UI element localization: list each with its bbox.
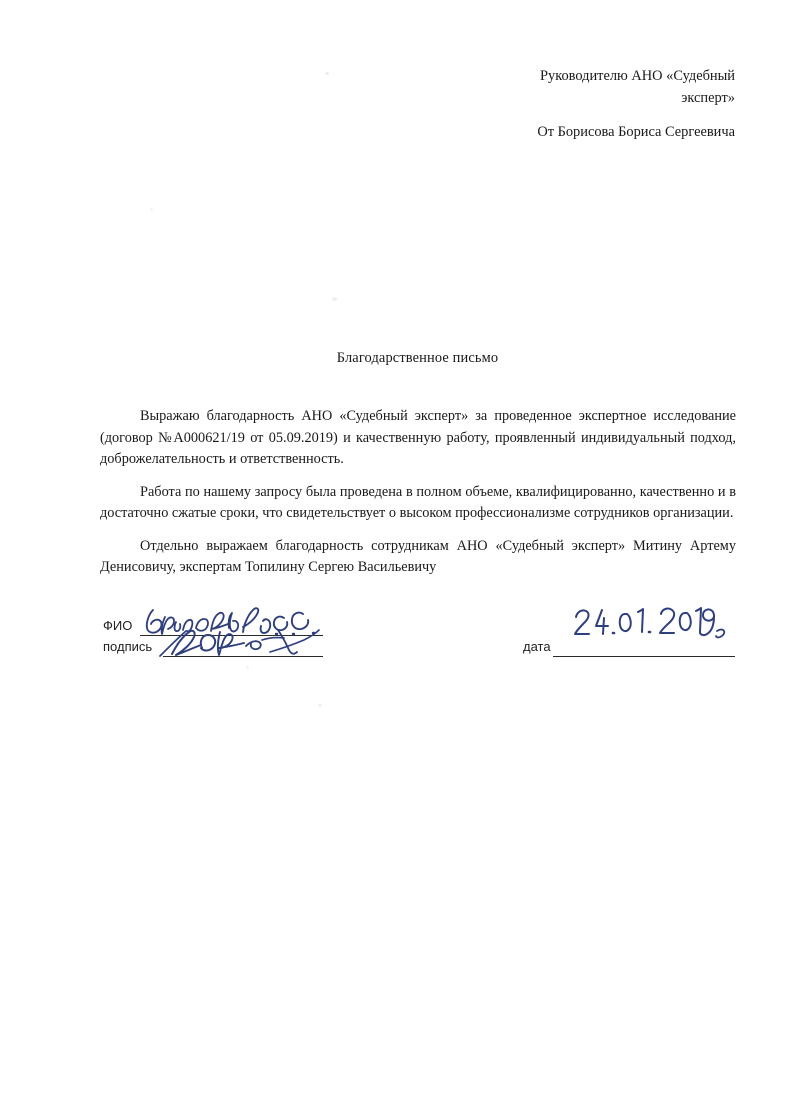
- handwritten-signature: [158, 628, 323, 658]
- fio-rule: [140, 635, 323, 636]
- body-paragraph-3: Отдельно выражаем благодарность сотрудникам АНО «Судебный эксперт» Митину Артему Денисовичу, экспертам Топилину Сергею Васильевичу: [100, 537, 736, 575]
- signature-rule: [163, 656, 323, 657]
- scan-speck: [325, 72, 329, 75]
- signature-label: подпись: [103, 639, 153, 654]
- scan-speck: [332, 297, 337, 301]
- date-rule: [553, 656, 735, 657]
- scan-speck: [150, 208, 153, 211]
- body-paragraph-2: Работа по нашему запросу была проведена в полном объеме, квалифицированно, качественно и в достаточно сжатые сроки, что свидетельствует о высоком профессионализме сотрудников организации.: [100, 483, 736, 521]
- sender-line: От Борисова Бориса Сергеевича: [537, 124, 735, 140]
- date-label: дата: [523, 639, 551, 654]
- handwritten-date: [572, 606, 727, 642]
- fio-label: ФИО: [103, 618, 133, 633]
- signature-block: [0, 600, 787, 670]
- scan-speck: [318, 704, 322, 707]
- addressee-line-2: эксперт»: [681, 89, 735, 106]
- handwritten-fio: [143, 604, 321, 638]
- body-paragraph-1: Выражаю благодарность АНО «Судебный эксперт» за проведенное экспертное исследование (договор №А000621/19 от 05.09.2019) и качественную работу, проявленный индивидуальный подход, доброжелательность и ответственность.: [100, 408, 736, 467]
- addressee-line-1: Руководителю АНО «Судебный: [540, 68, 735, 84]
- document-title: Благодарственное письмо: [336, 350, 499, 366]
- handwritten-date-text: [0, 600, 5, 601]
- addressee-block: [430, 66, 735, 110]
- document-body: [100, 406, 736, 579]
